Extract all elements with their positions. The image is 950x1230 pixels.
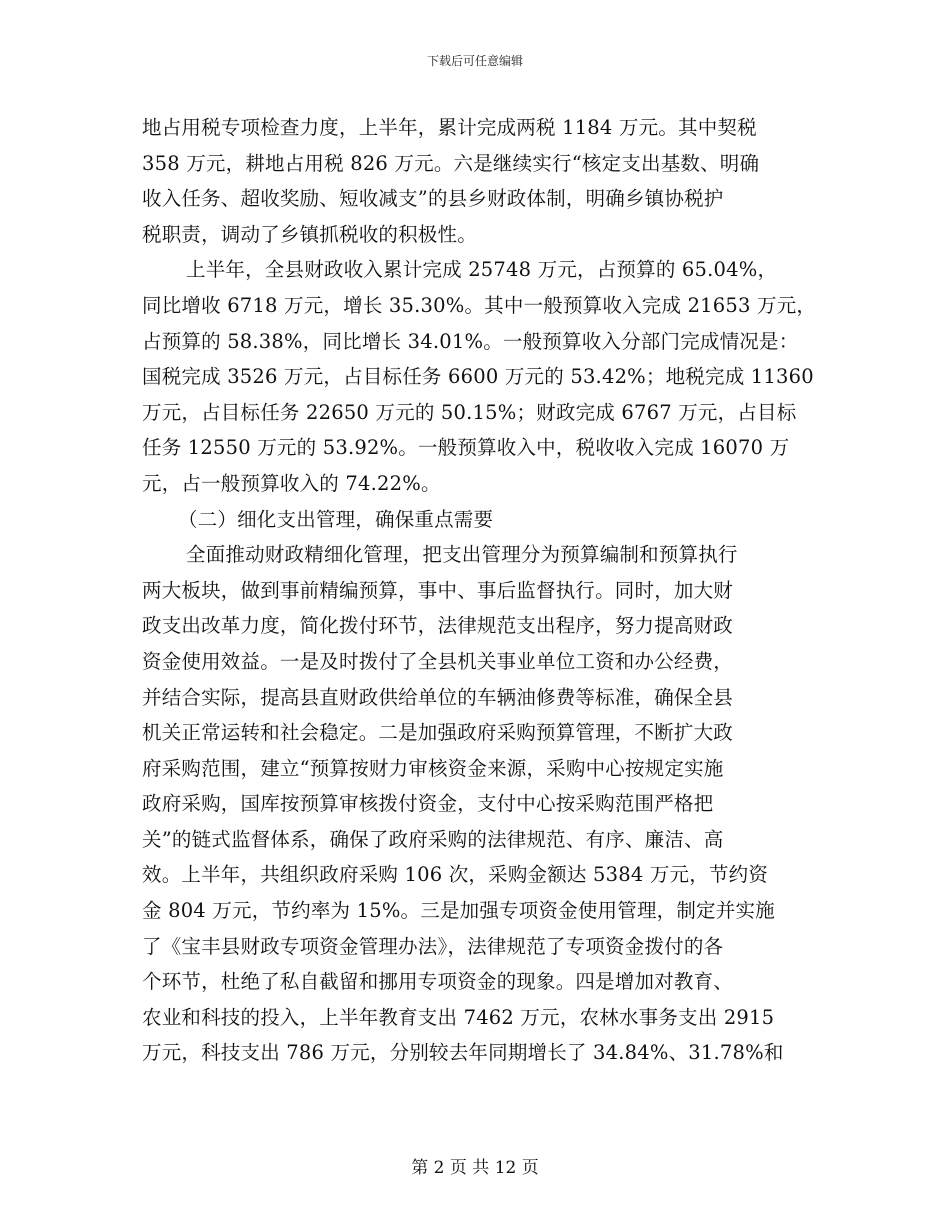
text-line: 政府采购，国库按预算审核拨付资金，支付中心按采购范围严格把 (142, 792, 714, 816)
text-line: 并结合实际，提高县直财政供给单位的车辆油修费等标准，确保全县 (142, 685, 734, 709)
page-header: 下载后可任意编辑 (426, 54, 523, 68)
text-line: 358 万元，耕地占用税 826 万元。六是继续实行“核定支出基数、明确 (142, 151, 760, 175)
text-line: 同比增收 6718 万元，增长 35.30%。其中一般预算收入完成 21653 万元， (142, 293, 817, 317)
text-line: 效。上半年，共组织政府采购 106 次，采购金额达 5384 万元，节约资 (142, 863, 769, 887)
document-body (142, 110, 817, 1071)
text-line: 资金使用效益。一是及时拨付了全县机关事业单位工资和办公经费， (142, 649, 734, 673)
text-line: 两大板块，做到事前精编预算，事中、事后监督执行。同时，加大财 (142, 578, 734, 602)
text-line: 了《宝丰县财政专项资金管理办法》，法律规范了专项资金拨付的各 (142, 934, 724, 958)
text-line: 收入任务、超收奖励、短收减支”的县乡财政体制，明确乡镇协税护 (142, 187, 724, 211)
text-line: 政支出改革力度，简化拨付环节，法律规范支出程序，努力提高财政 (142, 614, 734, 638)
page-footer: 第 2 页 共 12 页 (411, 1158, 539, 1178)
text-line: 上半年，全县财政收入累计完成 25748 万元，占预算的 65.04%， (186, 258, 778, 282)
text-line: 税职责，调动了乡镇抓税收的积极性。 (142, 222, 477, 246)
text-line: 个环节，杜绝了私自截留和挪用专项资金的现象。四是增加对教育、 (142, 970, 734, 994)
text-line: 金 804 万元，节约率为 15%。三是加强专项资金使用管理，制定并实施 (142, 899, 775, 923)
text-line: 地占用税专项检查力度，上半年，累计完成两税 1184 万元。其中契税 (142, 116, 757, 139)
text-line: 国税完成 3526 万元，占目标任务 6600 万元的 53.42%；地税完成 11360 (142, 365, 814, 389)
text-line: 农业和科技的投入，上半年教育支出 7462 万元，农林水事务支出 2915 (142, 1005, 775, 1029)
text-line: 万元，占目标任务 22650 万元的 50.15%；财政完成 6767 万元，占目标 (142, 400, 797, 424)
text-line: 占预算的 58.38%，同比增长 34.01%。一般预算收入分部门完成情况是： (142, 329, 799, 353)
text-line: 机关正常运转和社会稳定。二是加强政府采购预算管理，不断扩大政 (142, 721, 734, 745)
text-line: 全面推动财政精细化管理，把支出管理分为预算编制和预算执行 (186, 543, 738, 567)
text-line: 任务 12550 万元的 53.92%。一般预算收入中，税收收入完成 16070 万 (142, 436, 790, 460)
text-line: 关”的链式监督体系，确保了政府采购的法律规范、有序、廉洁、高 (142, 827, 724, 851)
text-line: 万元，科技支出 786 万元，分别较去年同期增长了 34.84%、31.78%和 (142, 1041, 784, 1065)
text-line: （二）细化支出管理，确保重点需要 (178, 507, 494, 531)
text-line: 元，占一般预算收入的 74.22%。 (142, 471, 441, 495)
text-line: 府采购范围，建立“预算按财力审核资金来源，采购中心按规定实施 (142, 756, 724, 780)
